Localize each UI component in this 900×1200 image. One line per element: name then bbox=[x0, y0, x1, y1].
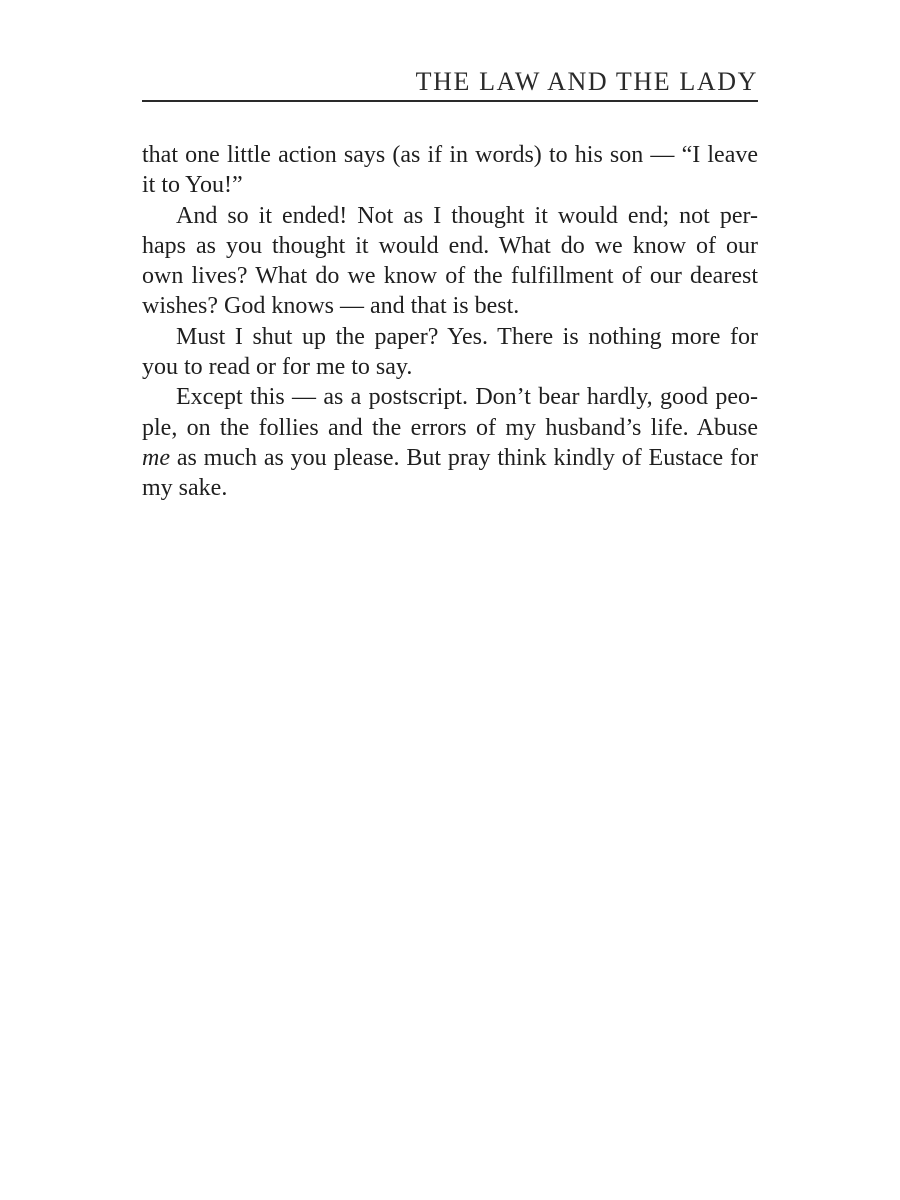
paragraph bbox=[142, 140, 758, 201]
text-line bbox=[142, 443, 758, 473]
text-line: own lives? What do we know of the fulfillment of our dearest bbox=[142, 263, 758, 290]
text-line: And so it ended! Not as I thought it would end; not per- bbox=[176, 202, 758, 229]
text-run: as much as you please. But pray think kindly of Eustace for bbox=[169, 444, 758, 471]
body-text bbox=[142, 140, 758, 504]
text-line: wishes? God knows — and that is best. bbox=[142, 293, 520, 320]
running-head: THE LAW AND THE LADY bbox=[415, 67, 758, 96]
paragraph bbox=[142, 201, 758, 322]
text-line: my sake. bbox=[142, 475, 228, 502]
text-line: it to You!” bbox=[142, 172, 243, 199]
text-line: Except this — as a postscript. Don’t bear hardly, good peo- bbox=[176, 384, 758, 411]
text-line: ple, on the follies and the errors of my husband’s life. Abuse bbox=[142, 414, 758, 441]
text-line: that one little action says (as if in words) to his son — “I leave bbox=[142, 142, 758, 168]
text-line: haps as you thought it would end. What do we know of our bbox=[142, 232, 758, 259]
paragraph bbox=[142, 322, 758, 383]
text-line: Must I shut up the paper? Yes. There is nothing more for bbox=[176, 323, 758, 350]
italic-word: me bbox=[142, 444, 170, 471]
paragraph bbox=[142, 382, 758, 503]
header-rule bbox=[142, 100, 758, 102]
text-line: you to read or for me to say. bbox=[142, 354, 413, 381]
